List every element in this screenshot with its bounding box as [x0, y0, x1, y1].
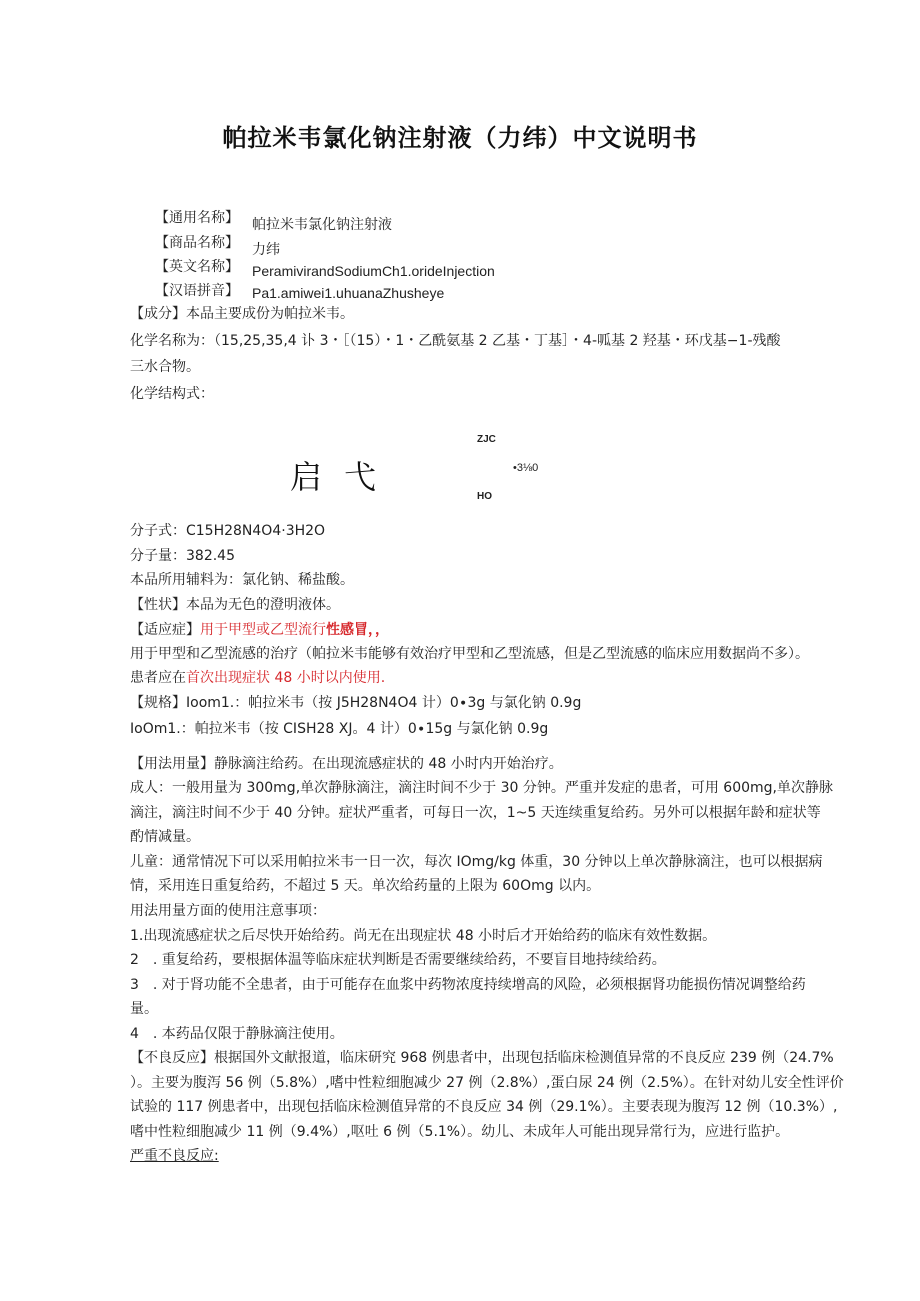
- specification-1: 【规格】Ioom1.：帕拉米韦（按 J5H28N4O4 计）0∙3g 与氯化钠 0.9g: [130, 695, 582, 711]
- usage-line: 儿童：通常情况下可以采用帕拉米韦一日一次，每次 IOmg∕kg 体重，30 分钟以上单次静脉滴注，也可以根据病: [130, 854, 823, 870]
- chemical-structure-label: 化学结构式：: [130, 386, 214, 402]
- adverse-line: 【不良反应】根据国外文献报道，临床研究 968 例患者中，出现包括临床检测值异常的不良反应 239 例（24.7%: [130, 1050, 834, 1066]
- composition: 【成分】本品主要成份为帕拉米韦。: [130, 306, 354, 322]
- appearance: 【性状】本品为无色的澄明液体。: [130, 597, 340, 613]
- adverse-line: 嗜中性粒细胞减少 11 例（9.4%）,呕吐 6 例（5.1%）。幼儿、未成年人可能出现异常行为，应进行监护。: [130, 1124, 790, 1140]
- indication-highlight-tail: ，，: [368, 622, 389, 638]
- generic-name-label: 【通用名称】: [155, 210, 239, 226]
- trade-name-label: 【商品名称】: [155, 235, 239, 251]
- usage-line: 量。: [130, 1001, 158, 1017]
- usage-line: 1.出现流感症状之后尽快开始给药。尚无在出现症状 48 小时后才开始给药的临床有效性数据。: [130, 928, 717, 944]
- serious-adverse-heading: 严重不良反应:: [130, 1148, 219, 1164]
- indication-line-3-prefix: 患者应在: [130, 670, 186, 686]
- english-name-value: PeramivirandSodiumCh1.orideInjection: [252, 263, 495, 279]
- trade-name-value: 力纬: [252, 242, 280, 258]
- pinyin-value: Pa1.amiwei1.uhuanaZhusheye: [252, 285, 445, 301]
- pinyin-label: 【汉语拼音】: [155, 283, 239, 299]
- usage-line: 滴注，滴注时间不少于 40 分钟。症状严重者，可每日一次，1~5 天连续重复给药。另外可以根据年龄和症状等: [130, 805, 821, 821]
- usage-line: 酌情减量。: [130, 829, 200, 845]
- indication-label: 【适应症】: [130, 622, 200, 638]
- indication-line-1: [130, 620, 389, 640]
- indication-line-3-highlight: 首次出现症状 48 小时以内使用.: [186, 670, 386, 686]
- molecular-weight: 分子量：382.45: [130, 548, 235, 564]
- chemical-name-line-2: 三水合物。: [130, 359, 200, 375]
- chemical-name-line-1: 化学名称为：（15,25,35,4 讣 3・［（15）・1・乙酰氨基 2 乙基・丁基］・4-呱基 2 羟基・环戊基−1-残酸: [130, 333, 781, 349]
- indication-highlight: 用于甲型或乙型流行: [200, 622, 326, 638]
- excipients: 本品所用辅料为：氯化钠、稀盐酸。: [130, 572, 354, 588]
- structure-label-right: •3⅛0: [513, 462, 539, 474]
- structure-main-glyphs: 启 弋: [290, 458, 383, 496]
- usage-line: 2 . 重复给药，要根据体温等临床症状判断是否需要继续给药，不要盲目地持续给药。: [130, 952, 666, 968]
- english-name-label: 【英文名称】: [155, 259, 239, 275]
- structure-label-bottom: HO: [477, 491, 492, 502]
- usage-line: 3 . 对于肾功能不全患者，由于可能存在血浆中药物浓度持续增高的风险，必须根据肾功能损伤情况调整给药: [130, 977, 806, 993]
- document-title: 帕拉米韦氯化钠注射液（力纬）中文说明书: [222, 124, 698, 152]
- indication-line-3: [130, 668, 385, 688]
- specification-2: IoOm1.：帕拉米韦（按 CISH28 XJ。4 计）0∙15g 与氯化钠 0.9g: [130, 721, 549, 737]
- generic-name-value: 帕拉米韦氯化钠注射液: [252, 217, 392, 233]
- indication-highlight-bold: 性感冒: [326, 622, 368, 638]
- usage-line: 情，采用连日重复给药，不超过 5 天。单次给药量的上限为 60Omg 以内。: [130, 878, 601, 894]
- molecular-formula: 分子式：C15H28N4O4·3H2O: [130, 523, 326, 539]
- usage-line: 【用法用量】静脉滴注给药。在出现流感症状的 48 小时内开始治疗。: [130, 756, 563, 772]
- structure-label-top: ZJC: [477, 434, 496, 445]
- indication-line-2: 用于甲型和乙型流感的治疗（帕拉米韦能够有效治疗甲型和乙型流感，但是乙型流感的临床应用数据尚不多）。: [130, 646, 809, 662]
- usage-line: 成人：一般用量为 300mg,单次静脉滴注，滴注时间不少于 30 分钟。严重并发症的患者，可用 600mg,单次静脉: [130, 780, 834, 796]
- adverse-line: ）。主要为腹泻 56 例（5.8%）,嗜中性粒细胞减少 27 例（2.8%）,蛋白尿 24 例（2.5%）。在针对幼儿安全性评价: [130, 1075, 844, 1091]
- adverse-line: 试验的 117 例患者中，出现包括临床检测值异常的不良反应 34 例（29.1%）。主要表现为腹泻 12 例（10.3%）,: [130, 1099, 838, 1115]
- usage-line: 4 . 本药品仅限于静脉滴注使用。: [130, 1026, 344, 1042]
- usage-line: 用法用量方面的使用注意事项：: [130, 903, 326, 919]
